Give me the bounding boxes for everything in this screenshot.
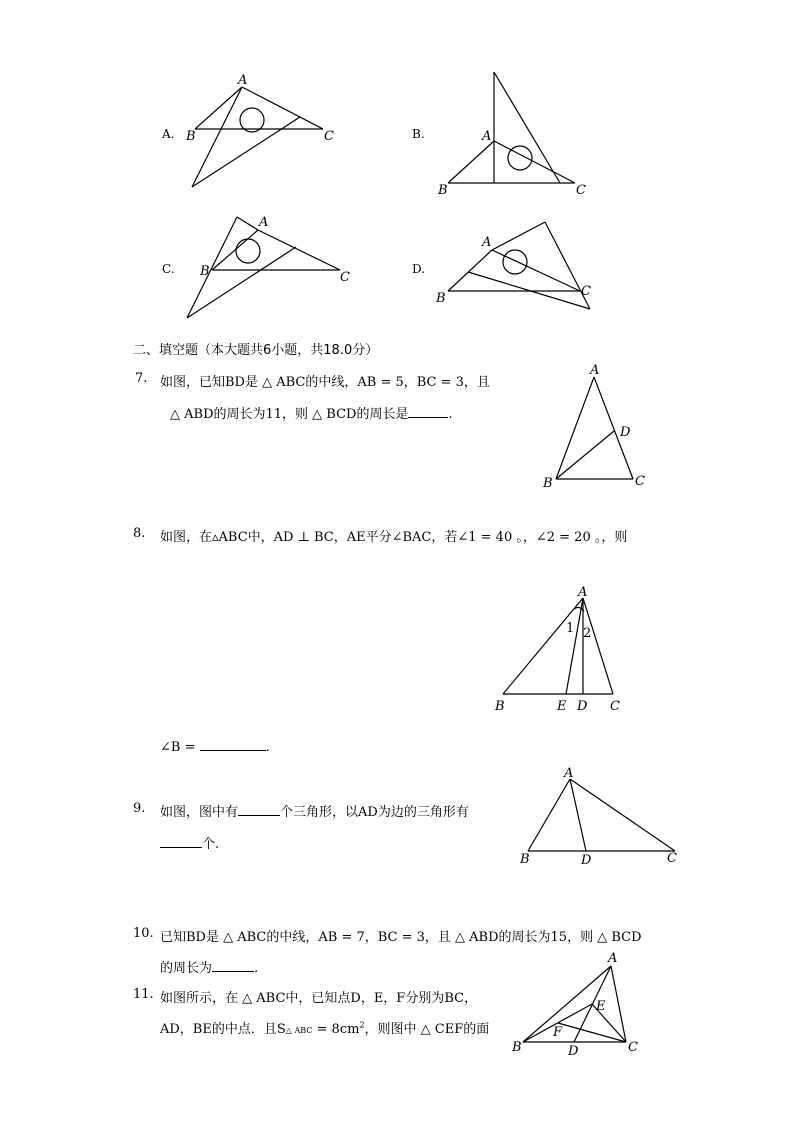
section-heading: 二、填空题（本大题共6小题，共18.0分） bbox=[133, 343, 379, 358]
option-a-label: A. bbox=[162, 127, 175, 141]
opt-b-label-c: C bbox=[576, 183, 586, 198]
opt-d-label-b: B bbox=[436, 291, 446, 306]
q7-label-a: A bbox=[590, 363, 600, 378]
q7-label-c: C bbox=[635, 474, 645, 489]
opt-a-label-c: C bbox=[324, 129, 334, 144]
q8-text-line1: 如图，在▵ABC中，AD ⊥ BC，AE平分∠BAC，若∠1 = 40 。，∠2 = 20 。，则 bbox=[160, 530, 628, 545]
opt-b-label-a: A bbox=[482, 129, 492, 144]
q10-text-line1: 已知BD是 △ ABC的中线，AB = 7，BC = 3，且 △ ABD的周长为15，则 △ BCD bbox=[160, 930, 642, 945]
opt-d-label-c: C bbox=[581, 284, 591, 299]
opt-a-label-b: B bbox=[186, 129, 196, 144]
option-c-label: C. bbox=[162, 262, 175, 276]
q11-text-line1: 如图所示，在 △ ABC中，已知点D，E，F分别为BC， bbox=[160, 991, 478, 1006]
q11-label-d: D bbox=[568, 1044, 579, 1059]
q8-label-a: A bbox=[578, 585, 588, 600]
q11-text-line2c: ，则图中 △ CEF的面 bbox=[364, 1022, 490, 1037]
q10-text-line2-end: . bbox=[254, 961, 259, 976]
q11-area-subscript: △ ABC bbox=[285, 1026, 313, 1035]
q8-answer-end: . bbox=[265, 740, 270, 755]
opt-d-label-a: A bbox=[482, 235, 492, 250]
option-d-label: D. bbox=[412, 262, 426, 276]
q11-label-b: B bbox=[512, 1040, 522, 1055]
q9-label-b: B bbox=[520, 852, 530, 867]
q11-side-ca bbox=[611, 966, 626, 1042]
q11-label-a: A bbox=[608, 951, 618, 966]
q9-label-a: A bbox=[564, 766, 574, 781]
q7-text-line2-main: △ ABD的周长为11，则 △ BCD的周长是 bbox=[170, 407, 409, 422]
opt-c-label-c: C bbox=[340, 270, 350, 285]
q8-label-angle1: 1 bbox=[566, 621, 575, 636]
q11-label-f: F bbox=[553, 1025, 563, 1040]
opt-b-label-b: B bbox=[438, 183, 448, 198]
opt-a-label-a: A bbox=[238, 73, 248, 88]
q9-text-line2-main: 个. bbox=[202, 837, 220, 852]
q9-number: 9. bbox=[133, 801, 146, 816]
q8-number: 8. bbox=[133, 526, 146, 541]
q8-label-c: C bbox=[610, 699, 620, 714]
q7-number: 7. bbox=[135, 371, 148, 386]
q7-label-d: D bbox=[620, 425, 631, 440]
q11-area-superscript: 2 bbox=[359, 1020, 365, 1030]
q10-text-line2-main: 的周长为 bbox=[160, 961, 213, 976]
opt-c-label-b: B bbox=[200, 264, 210, 279]
q8-label-e: E bbox=[557, 699, 567, 714]
q9-text-line1a: 如图，图中有 bbox=[160, 805, 239, 820]
q8-label-angle2: 2 bbox=[583, 626, 592, 641]
q11-segment-cf bbox=[558, 1023, 626, 1042]
q11-text-line2b: = 8cm bbox=[312, 1022, 360, 1037]
q8-answer-prefix: ∠B = bbox=[160, 740, 196, 755]
q7-text-line2-end: . bbox=[448, 407, 453, 422]
q9-label-d: D bbox=[581, 853, 592, 868]
q11-number: 11. bbox=[133, 987, 154, 1002]
q7-text-line1: 如图，已知BD是 △ ABC的中线，AB = 5，BC = 3，且 bbox=[160, 375, 490, 390]
q8-label-d: D bbox=[577, 699, 588, 714]
q9-text-line1b: 个三角形，以AD为边的三角形有 bbox=[280, 805, 469, 820]
opt-c-label-a: A bbox=[259, 215, 269, 230]
q11-label-c: C bbox=[628, 1040, 638, 1055]
q9-label-c: C bbox=[667, 851, 677, 866]
q11-label-e: E bbox=[596, 999, 606, 1014]
q7-label-b: B bbox=[543, 476, 553, 491]
q10-number: 10. bbox=[133, 926, 154, 941]
option-b-label: B. bbox=[412, 127, 425, 141]
q8-label-b: B bbox=[495, 699, 505, 714]
q11-text-line2a: AD，BE的中点．且S bbox=[160, 1022, 286, 1037]
